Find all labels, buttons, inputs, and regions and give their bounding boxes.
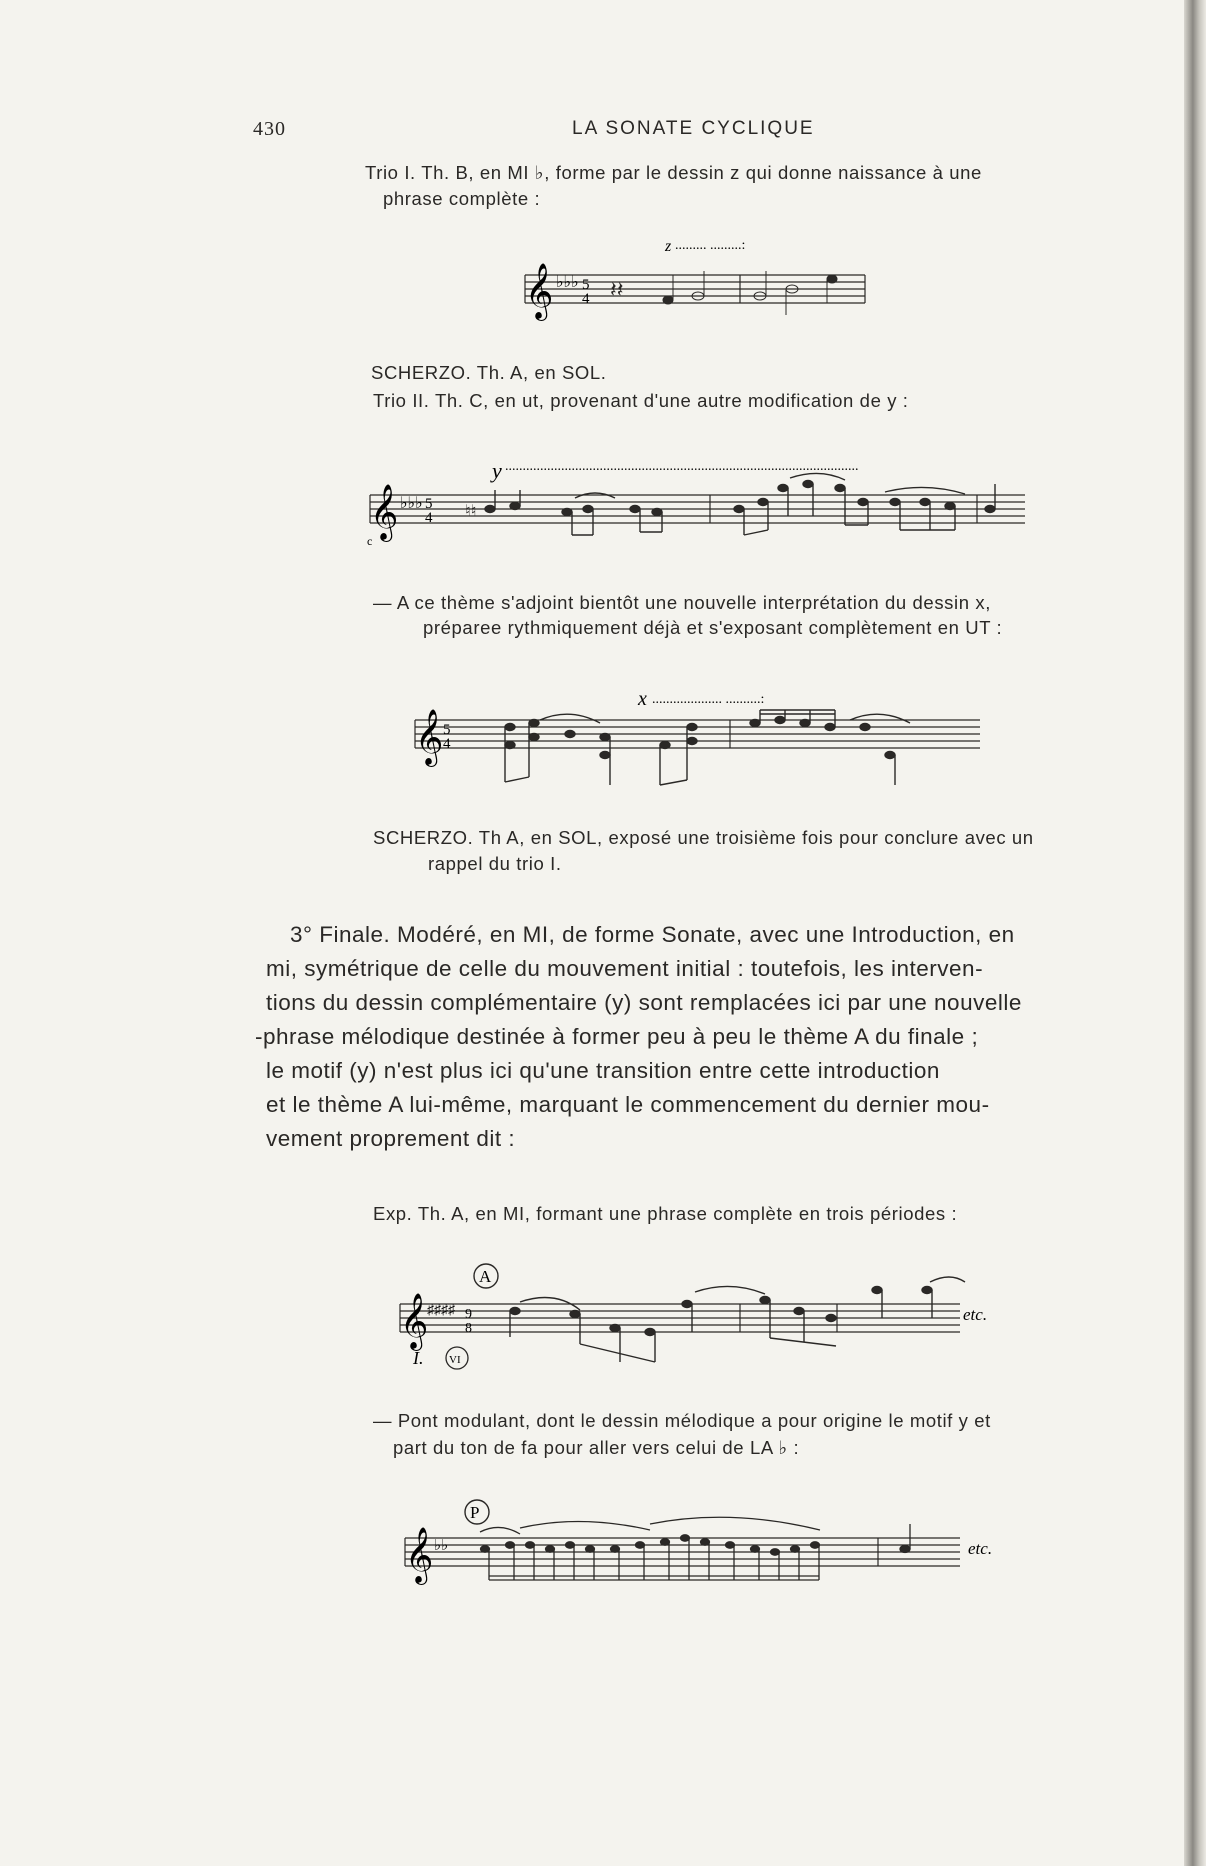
- para5-line5: le motif (y) n'est plus ici qu'une transition entre cette introduction: [266, 1058, 940, 1083]
- para7-line2: part du ton de fa pour aller vers celui de LA ♭ :: [393, 1437, 800, 1458]
- time-signature: 4: [425, 510, 433, 526]
- treble-clef: 𝄞: [400, 1295, 429, 1348]
- treble-clef: 𝄞: [525, 265, 554, 318]
- music-example-3: [410, 685, 985, 795]
- treble-clef: 𝄞: [405, 1529, 434, 1582]
- ex2-mark: c: [367, 534, 373, 548]
- time-signature: 4: [582, 291, 590, 307]
- music-example-2: [365, 450, 1035, 550]
- time-signature: 5: [443, 722, 451, 738]
- key-signature: ♭♭: [434, 1538, 449, 1554]
- time-signature: 8: [465, 1321, 472, 1336]
- music-example-1: [520, 235, 880, 325]
- ex1-label: z: [665, 238, 672, 255]
- para5-line2: mi, symétrique de celle du mouvement initial : toutefois, les interven-: [266, 956, 984, 981]
- para3-line2: préparee rythmiquement déjà et s'exposant complètement en UT :: [423, 617, 1003, 638]
- time-signature: 5: [425, 496, 433, 512]
- treble-clef: 𝄞: [415, 711, 444, 764]
- ex2-dots: .....................................................................................................: [505, 459, 859, 474]
- ex4-below-circle: VI: [449, 1354, 461, 1366]
- key-signature: ♭♭♭: [400, 495, 423, 512]
- para2-line1: SCHERZO. Th. A, en SOL.: [371, 362, 607, 383]
- time-signature: 9: [465, 1307, 472, 1322]
- svg-text:♮♮: ♮♮: [465, 503, 477, 520]
- para4-line1: SCHERZO. Th A, en SOL, exposé une troisième fois pour conclure avec un: [373, 827, 1034, 848]
- ex4-circle-label: A: [479, 1267, 492, 1286]
- ex1-dots: ......... .........:: [675, 238, 746, 253]
- page-edge: [1184, 0, 1206, 1866]
- time-signature: 4: [443, 736, 451, 752]
- para7-line1: — Pont modulant, dont le dessin mélodique a pour origine le motif y et: [373, 1410, 991, 1431]
- para1-line1: Trio I. Th. B, en MI ♭, forme par le dessin z qui donne naissance à une: [365, 162, 982, 183]
- time-signature: 5: [582, 277, 590, 293]
- ex5-circle-label: P: [470, 1503, 480, 1522]
- ex3-dots: .................... ..........:: [652, 692, 765, 707]
- ex2-label: y: [492, 458, 502, 483]
- ex5-etc: etc.: [968, 1539, 993, 1558]
- para6-line1: Exp. Th. A, en MI, formant une phrase complète en trois périodes :: [373, 1203, 958, 1224]
- key-signature: ♯♯♯♯: [427, 1303, 455, 1318]
- para5-line7: vement proprement dit :: [266, 1126, 516, 1151]
- svg-text:𝄽𝄽: 𝄽𝄽: [610, 277, 624, 302]
- para2-line2: Trio II. Th. C, en ut, provenant d'une autre modification de y :: [373, 390, 909, 411]
- running-title: LA SONATE CYCLIQUE: [572, 118, 815, 139]
- ex4-below-label: I.: [413, 1348, 424, 1368]
- key-signature: ♭♭♭: [556, 274, 579, 291]
- para5-line6: et le thème A lui-même, marquant le commencement du dernier mou-: [266, 1092, 990, 1117]
- para1-line2: phrase complète :: [383, 188, 541, 209]
- para4-line2: rappel du trio I.: [428, 853, 562, 874]
- para3-line1: — A ce thème s'adjoint bientôt une nouvelle interprétation du dessin x,: [373, 592, 991, 613]
- page-number: 430: [253, 118, 286, 140]
- music-example-5: [400, 1498, 1000, 1598]
- music-example-4: [395, 1262, 995, 1382]
- ex4-etc: etc.: [963, 1305, 988, 1324]
- ex3-label: x: [638, 688, 647, 710]
- treble-clef: 𝄞: [370, 486, 399, 539]
- para5-line4: -phrase mélodique destinée à former peu à peu le thème A du finale ;: [255, 1024, 979, 1049]
- para5-line1: 3° Finale. Modéré, en MI, de forme Sonate, avec une Introduction, en: [290, 922, 1015, 947]
- para5-line3: tions du dessin complémentaire (y) sont remplacées ici par une nouvelle: [266, 990, 1022, 1015]
